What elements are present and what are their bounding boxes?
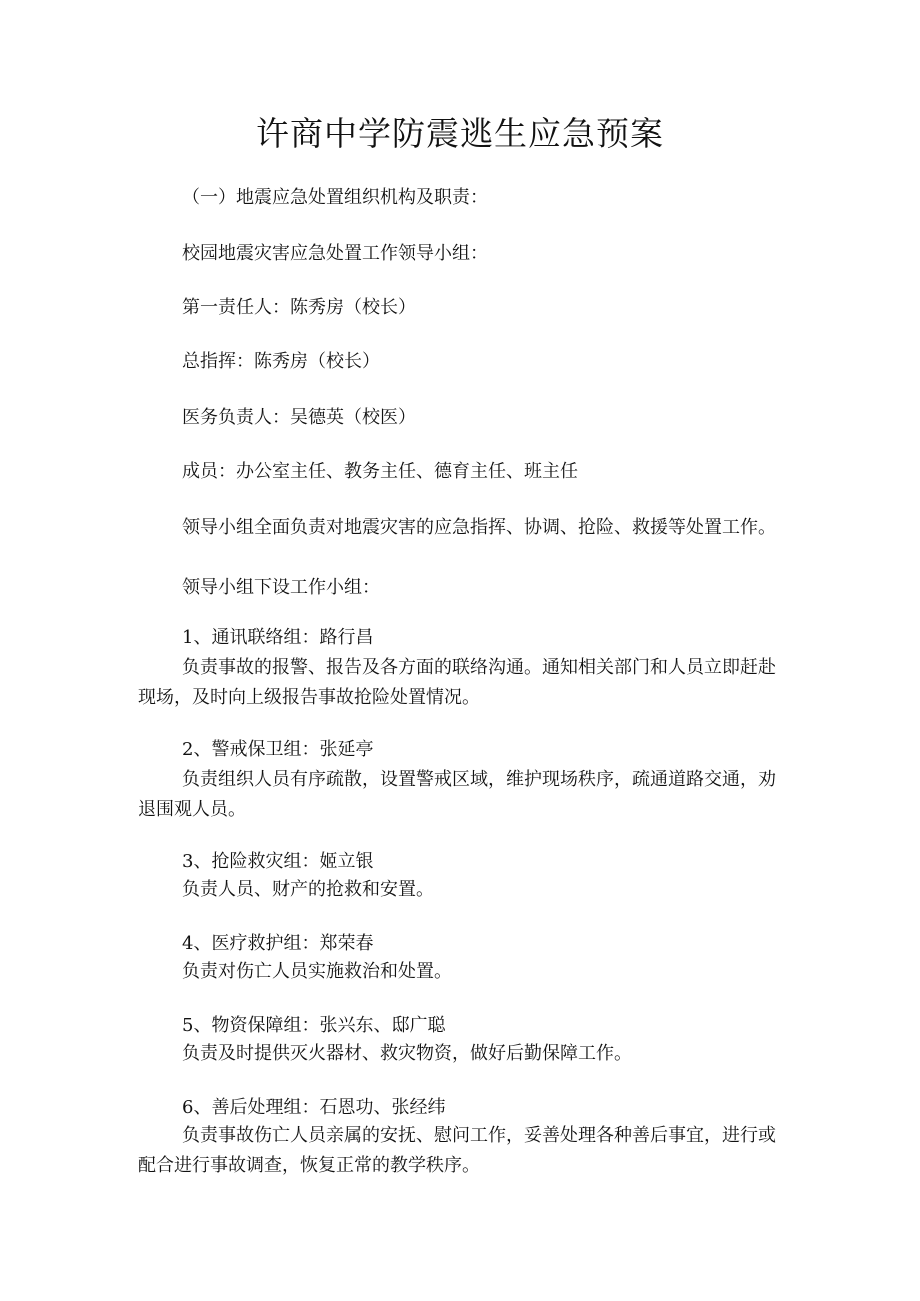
group-heading: 1、通讯联络组：路行昌 [182,627,374,648]
group-duty: 负责人员、财产的抢救和安置。 [182,879,434,900]
leadership-group-title: 校园地震灾害应急处置工作领导小组： [182,243,488,264]
members-line: 成员：办公室主任、教务主任、德育主任、班主任 [182,461,578,482]
medical-lead-line: 医务负责人：吴德英（校医） [182,407,416,428]
document-title: 许商中学防震逃生应急预案 [256,114,664,153]
leadership-duty-paragraph: 领导小组全面负责对地震灾害的应急指挥、协调、抢险、救援等处置工作。 [182,517,776,538]
group-heading: 6、善后处理组：石恩功、张经纬 [182,1097,446,1118]
group-duty: 负责组织人员有序疏散，设置警戒区域，维护现场秩序，疏通道路交通，劝退围观人员。 [138,769,776,820]
section-heading: （一）地震应急处置组织机构及职责： [182,187,488,208]
first-responsible-line: 第一责任人：陈秀房（校长） [182,297,416,318]
group-duty: 负责事故的报警、报告及各方面的联络沟通。通知相关部门和人员立即赶赴现场，及时向上级报告事故抢险处置情况。 [138,657,776,708]
group-heading: 4、医疗救护组：郑荣春 [182,933,374,954]
group-heading: 2、警戒保卫组：张延亭 [182,739,374,760]
group-duty: 负责对伤亡人员实施救治和处置。 [182,961,452,982]
group-heading: 5、物资保障组：张兴东、邸广聪 [182,1015,446,1036]
subgroups-intro: 领导小组下设工作小组： [182,577,380,598]
group-heading: 3、抢险救灾组：姬立银 [182,851,374,872]
commander-line: 总指挥：陈秀房（校长） [182,351,380,372]
group-duty: 负责事故伤亡人员亲属的安抚、慰问工作，妥善处理各种善后事宜，进行或配合进行事故调查，恢复正常的教学秩序。 [138,1125,776,1176]
group-duty: 负责及时提供灭火器材、救灾物资，做好后勤保障工作。 [182,1043,632,1064]
